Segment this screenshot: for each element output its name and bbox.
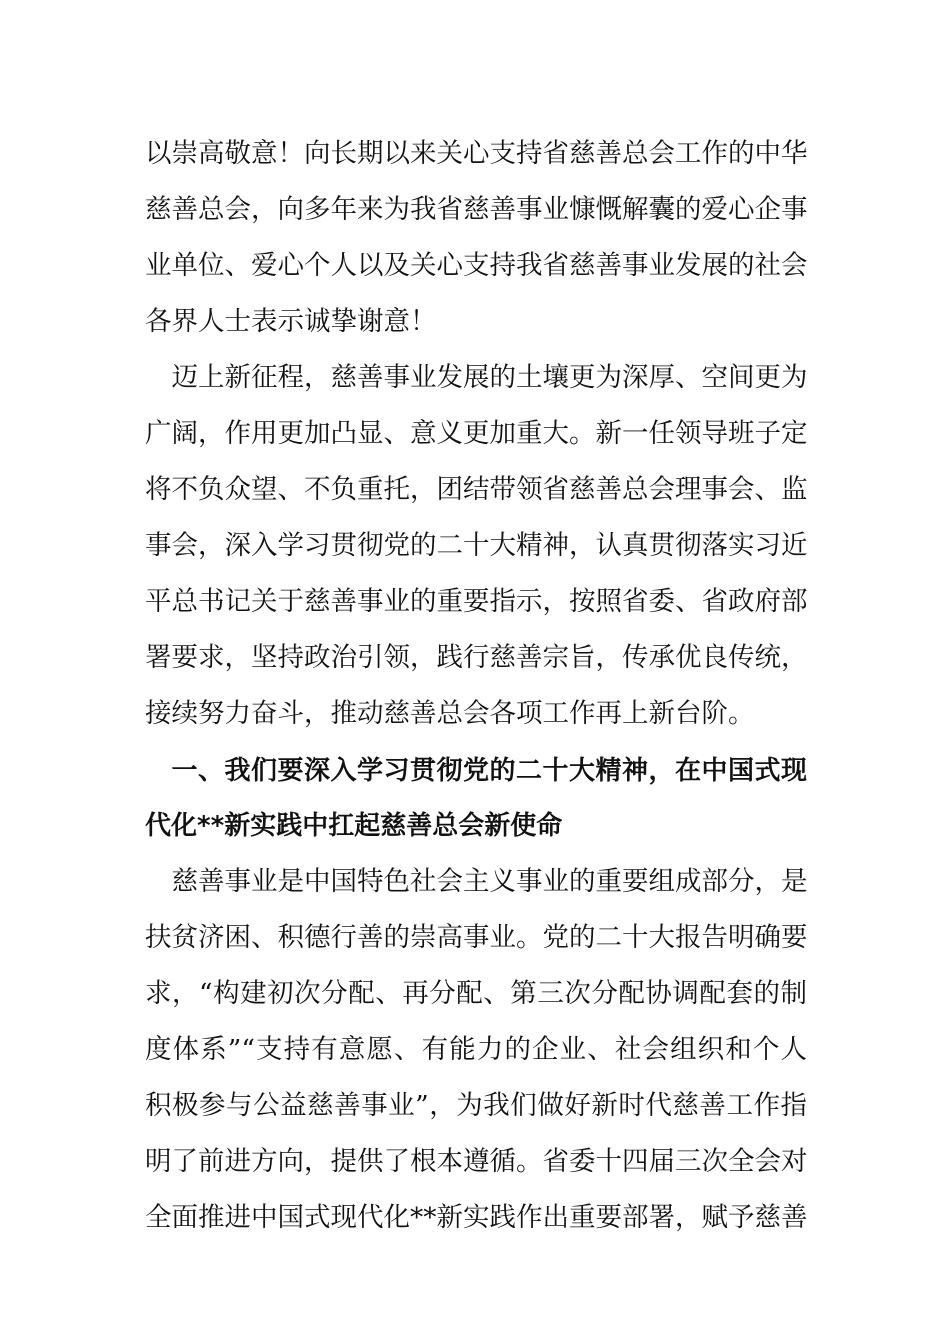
body-text-line: 求，“构建初次分配、再分配、第三次分配协调配套的制 — [145, 978, 807, 1009]
body-text-line: 平总书记关于慈善事业的重要指示，按照省委、省政府部 — [145, 586, 807, 617]
section-heading-line: 代化**新实践中扛起慈善总会新使命 — [145, 811, 563, 841]
body-text-line: 积极参与公益慈善事业”，为我们做好新时代慈善工作指 — [145, 1090, 807, 1121]
body-text-line: 慈善事业是中国特色社会主义事业的重要组成部分，是 — [145, 866, 807, 897]
body-text-line: 接续努力奋斗，推动慈善总会各项工作再上新台阶。 — [145, 698, 755, 729]
body-text-line: 慈善总会，向多年来为我省慈善事业慷慨解囊的爱心企事 — [145, 194, 807, 225]
body-text-line: 度体系”“支持有意愿、有能力的企业、社会组织和个人 — [145, 1034, 807, 1065]
body-text-line: 明了前进方向，提供了根本遵循。省委十四届三次全会对 — [145, 1146, 807, 1177]
section-heading-line: 一、我们要深入学习贯彻党的二十大精神，在中国式现 — [145, 756, 807, 786]
body-text-line: 业单位、爱心个人以及关心支持我省慈善事业发展的社会 — [145, 250, 807, 281]
body-text-line: 扶贫济困、积德行善的崇高事业。党的二十大报告明确要 — [145, 922, 807, 953]
body-text-line: 以崇高敬意！向长期以来关心支持省慈善总会工作的中华 — [145, 138, 807, 169]
body-text-line: 事会，深入学习贯彻党的二十大精神，认真贯彻落实习近 — [145, 530, 807, 561]
body-text-line: 署要求，坚持政治引领，践行慈善宗旨，传承优良传统， — [145, 642, 807, 673]
body-text-line: 各界人士表示诚挚谢意！ — [145, 306, 437, 337]
body-text-line: 广阔，作用更加凸显、意义更加重大。新一任领导班子定 — [145, 418, 807, 449]
body-text-line: 将不负众望、不负重托，团结带领省慈善总会理事会、监 — [145, 474, 807, 505]
body-text-line: 全面推进中国式现代化**新实践作出重要部署，赋予慈善 — [145, 1202, 807, 1233]
body-text-line: 迈上新征程，慈善事业发展的土壤更为深厚、空间更为 — [145, 362, 807, 393]
